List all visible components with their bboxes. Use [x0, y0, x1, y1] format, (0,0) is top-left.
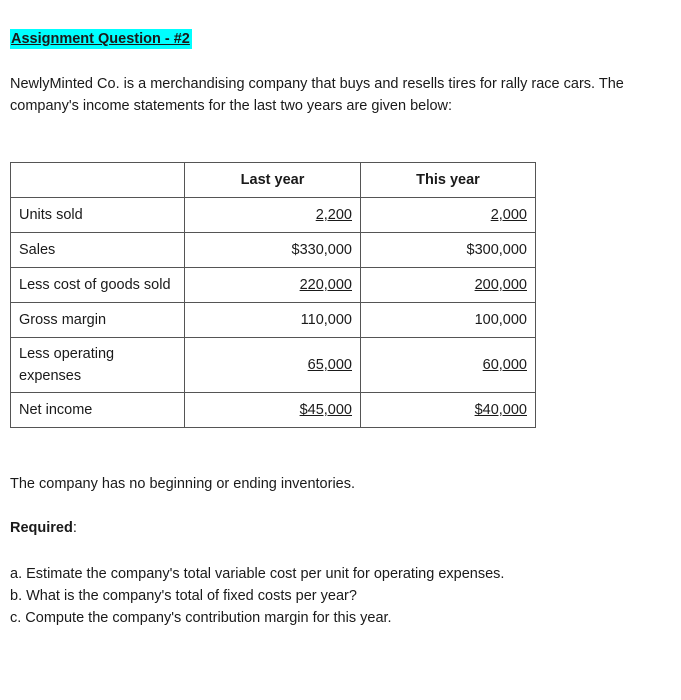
cell-this-year: 2,000 — [490, 207, 527, 223]
questions-list — [10, 563, 504, 629]
required-text: Required — [10, 520, 73, 536]
cell-last-year: 220,000 — [299, 277, 352, 293]
table-row-gross-margin — [11, 303, 536, 338]
cell-this-year: $40,000 — [474, 402, 527, 418]
assignment-heading: Assignment Question - #2 — [11, 31, 190, 47]
required-colon: : — [72, 520, 77, 536]
header-last-year: Last year — [185, 163, 361, 198]
cell-this-year: 100,000 — [474, 312, 527, 328]
cell-last-year: 2,200 — [315, 207, 352, 223]
table-row-sales — [11, 233, 536, 268]
cell-last-year: $45,000 — [299, 402, 352, 418]
cell-last-year: 65,000 — [307, 357, 352, 373]
table-row-operating-expenses — [11, 338, 536, 393]
intro-paragraph: NewlyMinted Co. is a merchandising company that buys and resells tires for rally race cars. The company's income statements for the last two years are given below: — [10, 76, 624, 114]
table-row-cogs — [11, 268, 536, 303]
cell-last-year: 110,000 — [300, 312, 352, 328]
row-label: Units sold — [11, 198, 185, 233]
table-row-net-income — [11, 393, 536, 428]
row-label: Net income — [11, 393, 185, 428]
table-header-row — [11, 163, 536, 198]
row-label: Less operating expenses — [19, 346, 115, 384]
cell-this-year: 60,000 — [482, 357, 527, 373]
cell-last-year: $330,000 — [291, 242, 352, 258]
cell-this-year: 200,000 — [474, 277, 527, 293]
question-b: b. What is the company's total of fixed costs per year? — [10, 588, 357, 604]
question-a: a. Estimate the company's total variable cost per unit for operating expenses. — [10, 566, 505, 582]
row-label: Sales — [11, 233, 185, 268]
cell-this-year: $300,000 — [466, 242, 527, 258]
header-this-year: This year — [361, 163, 536, 198]
row-label: Gross margin — [11, 303, 185, 338]
income-statement-table — [10, 162, 536, 428]
header-blank — [11, 163, 185, 198]
required-label — [10, 520, 77, 536]
question-c: c. Compute the company's contribution margin for this year. — [10, 610, 392, 626]
row-label: Less cost of goods sold — [11, 268, 185, 303]
inventory-note: The company has no beginning or ending inventories. — [10, 476, 356, 492]
table-row-units-sold — [11, 198, 536, 233]
